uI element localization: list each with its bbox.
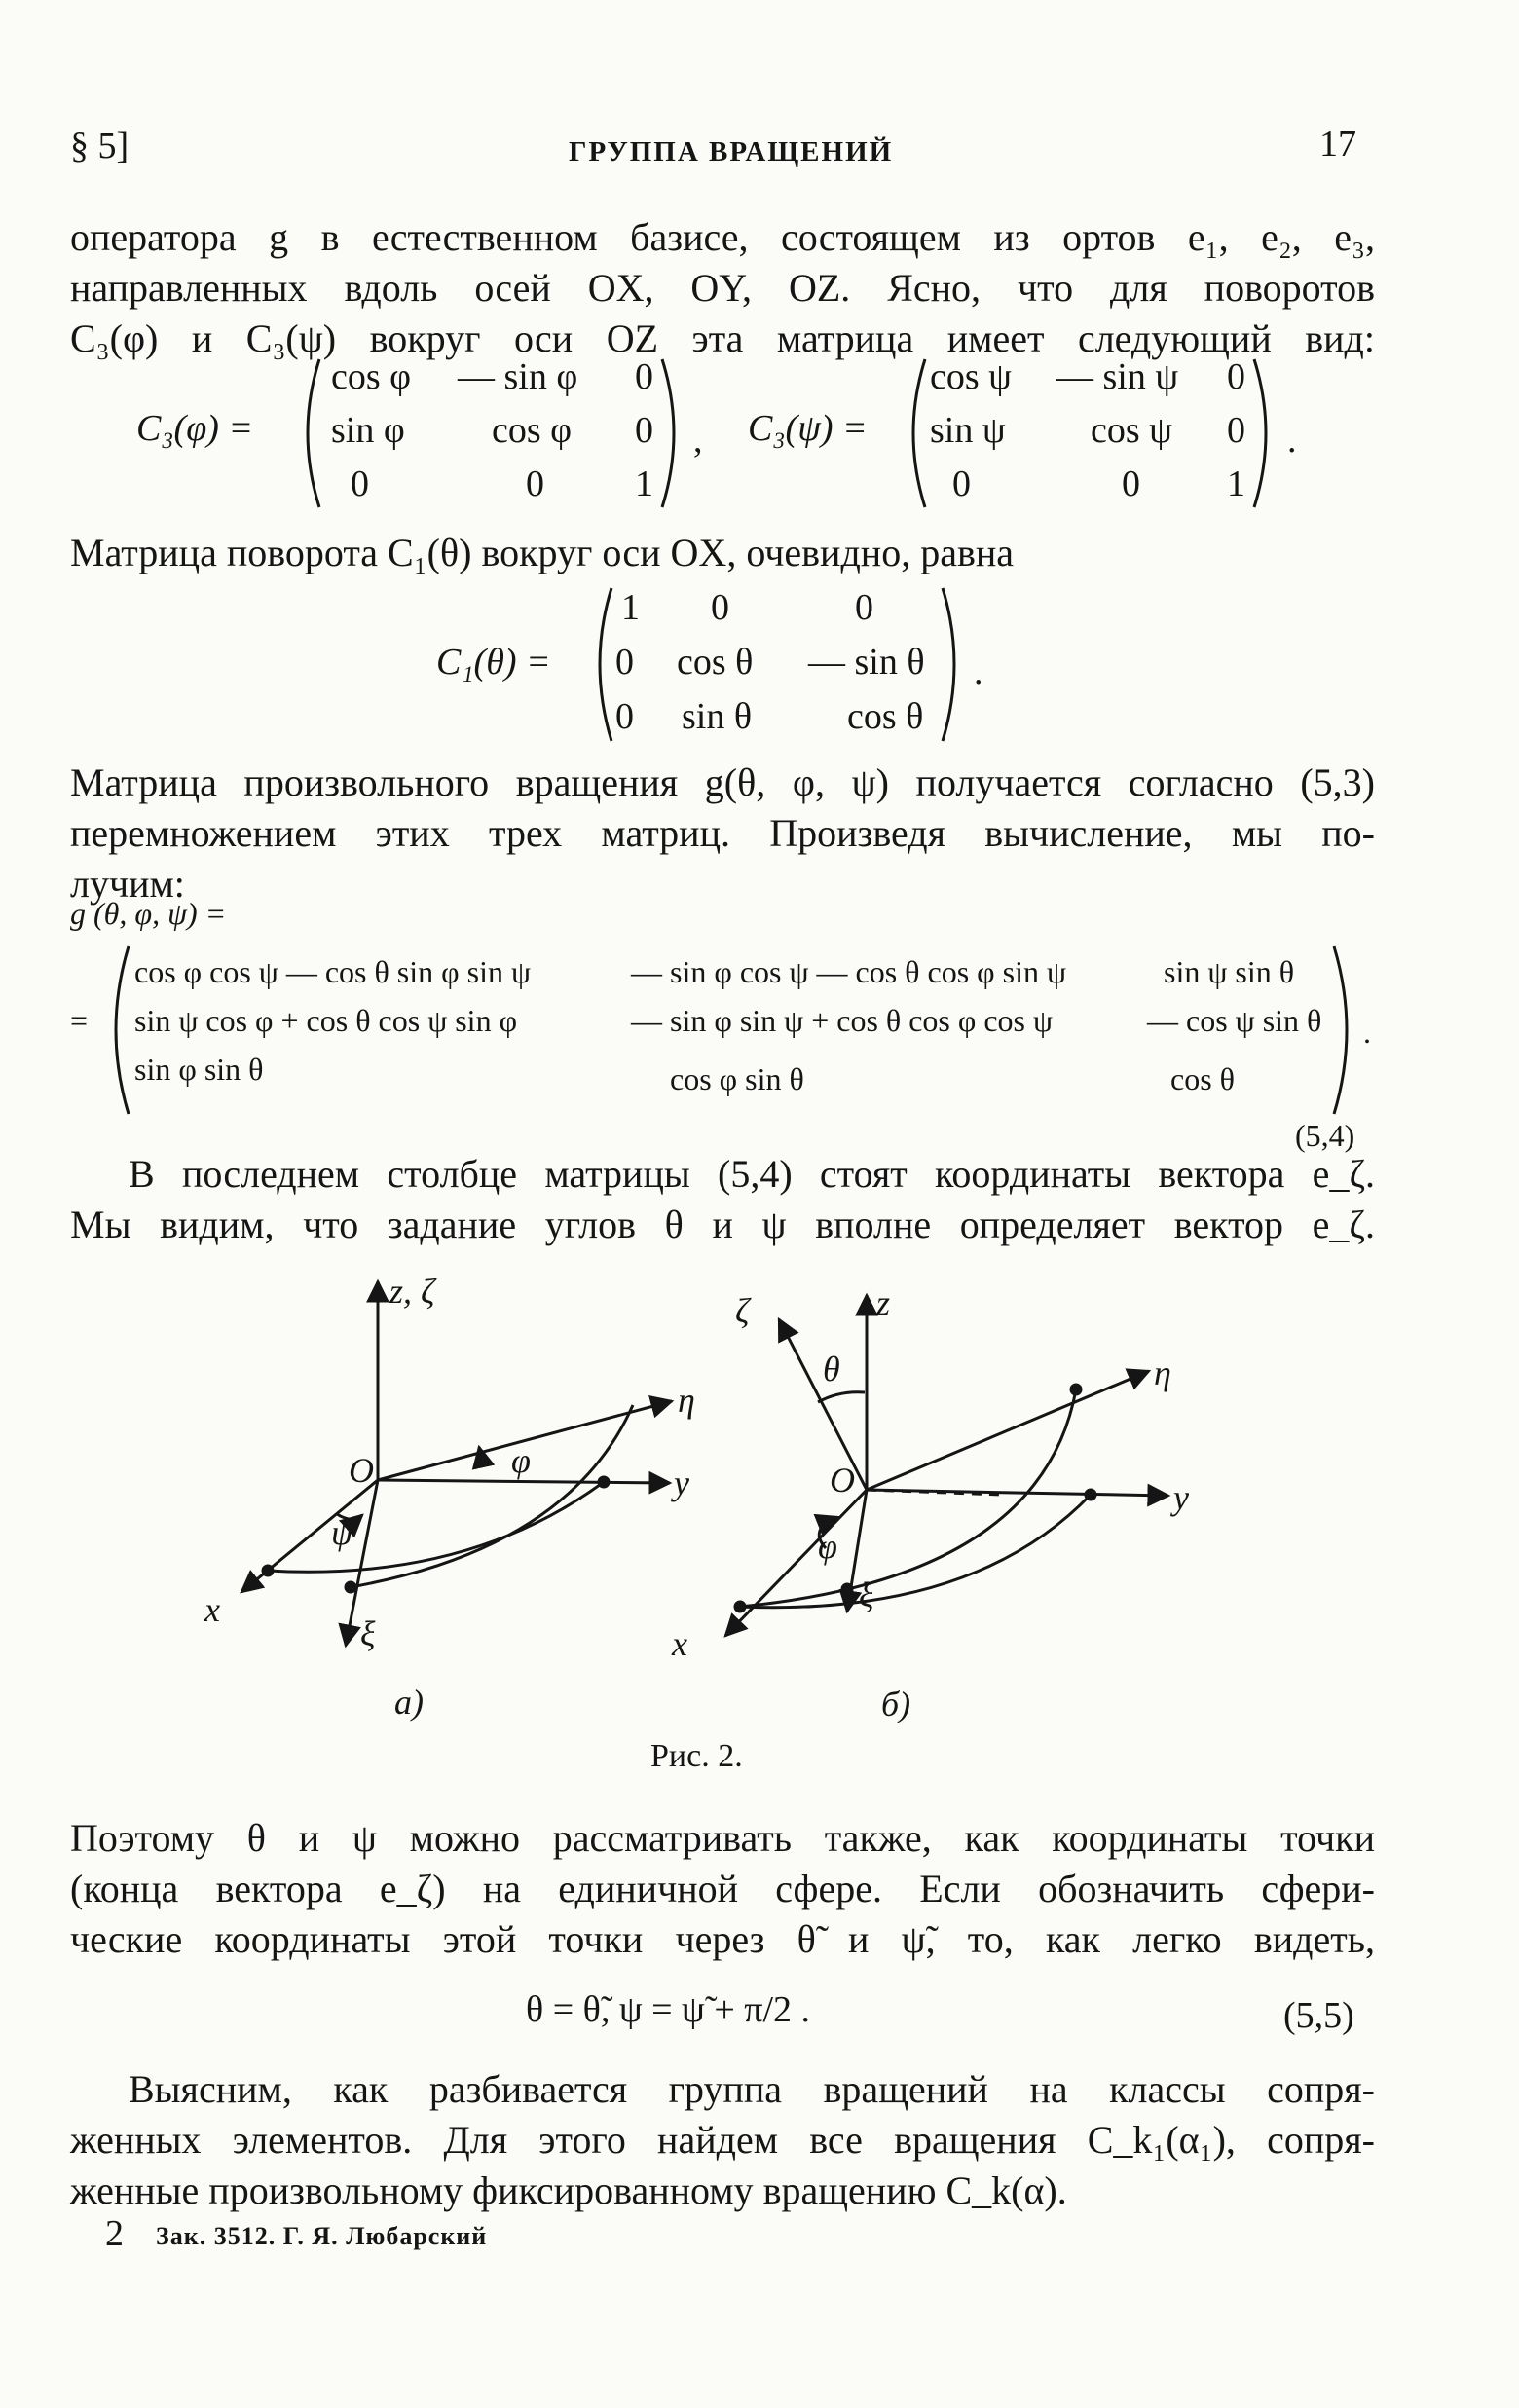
- label-x: x: [204, 1590, 220, 1629]
- label-phi: φ: [511, 1441, 531, 1480]
- matrix-cell: 1: [635, 463, 653, 504]
- axis-x: [241, 1480, 378, 1592]
- equation-label: (5,5): [1283, 1995, 1354, 2036]
- point: [346, 1582, 355, 1592]
- text-line: ческие координаты этой точки через θ̃ и ψ̃, то, как легко видеть,: [70, 1917, 1375, 1961]
- label-o: O: [349, 1451, 374, 1490]
- imprint: Зак. 3512. Г. Я. Любарский: [156, 2222, 488, 2250]
- matrix-cell: sin ψ sin θ: [1164, 954, 1295, 989]
- matrix-cell: — sin φ: [458, 356, 578, 397]
- matrix-cell: cos φ: [331, 356, 412, 397]
- matrix-cell: sin ψ cos φ + cos θ cos ψ sin φ: [134, 1003, 518, 1038]
- matrix-g-equation: [0, 896, 1519, 1159]
- label-y: y: [674, 1463, 689, 1502]
- paragraph-4: [70, 1149, 1375, 1250]
- matrix-cell: — sin φ sin ψ + cos θ cos φ cos ψ: [631, 1003, 1054, 1038]
- matrix-cell: 1: [1227, 463, 1245, 504]
- label-eta: η: [1154, 1353, 1171, 1392]
- matrix-cell: 1: [621, 587, 640, 628]
- caption-a: а): [394, 1683, 424, 1722]
- matrix-cell: 0: [1227, 356, 1245, 397]
- equation-5-5: θ = θ̃, ψ = ψ̃ + π/2 .: [526, 1989, 811, 2030]
- angle-theta-arc: [818, 1392, 865, 1402]
- bracket-right: [654, 355, 693, 511]
- matrix-cell: 0: [615, 642, 634, 683]
- text-line: В последнем столбце матрицы (5,4) стоят координаты вектора e_ζ.: [129, 1152, 1375, 1196]
- matrix-cell: 0: [615, 696, 634, 737]
- text-line: перемножением этих трех матриц. Произведя вычисление, мы по-: [70, 811, 1375, 855]
- figure-2: [0, 1256, 1519, 1801]
- text-line: лучим:: [70, 862, 185, 906]
- label-y: y: [1173, 1478, 1189, 1517]
- bracket-left: [97, 943, 136, 1118]
- matrix-cell: cos φ cos ψ — cos θ sin φ sin ψ: [134, 954, 531, 989]
- matrix-cell: cos ψ: [1091, 410, 1172, 451]
- lhs-c3-phi: C₃(φ) =: [136, 408, 254, 449]
- caption-b: б): [881, 1685, 911, 1723]
- text-line: женных элементов. Для этого найдем все вращения C_k₁(α₁), сопря-: [70, 2118, 1375, 2162]
- paragraph-5: [70, 1813, 1375, 1965]
- section-mark: § 5]: [70, 126, 130, 167]
- axis-x: [725, 1490, 867, 1636]
- label-zeta: ζ: [735, 1291, 750, 1330]
- text-line: C₃(φ) и C₃(ψ) вокруг оси OZ эта матрица имеет следующий вид:: [70, 316, 1375, 360]
- point: [599, 1477, 609, 1487]
- comma: ,: [693, 420, 703, 461]
- lhs-g: g (θ, φ, ψ) =: [70, 896, 227, 931]
- label-z: z: [876, 1283, 891, 1322]
- arc-upper: [351, 1405, 633, 1587]
- paragraph-3: [70, 758, 1375, 909]
- label-psi: ψ: [331, 1513, 353, 1552]
- label-eta: η: [678, 1381, 695, 1420]
- point: [1086, 1490, 1095, 1500]
- matrix-cell: cos φ: [492, 410, 573, 451]
- matrix-cell: cos θ: [1170, 1061, 1235, 1096]
- label-xi: ξ: [360, 1614, 376, 1653]
- matrix-cell: 0: [711, 587, 729, 628]
- text-line: оператора g в естественном базисе, состоящем из ортов e₁, e₂, e₃,: [70, 215, 1375, 259]
- matrix-cell: 0: [635, 356, 653, 397]
- page-number: 17: [1319, 124, 1356, 165]
- matrix-cell: 0: [635, 410, 653, 451]
- text-line: Поэтому θ и ψ можно рассматривать также, как координаты точки: [70, 1816, 1375, 1860]
- matrix-cell: — cos ψ sin θ: [1147, 1003, 1322, 1038]
- bracket-right: [935, 584, 974, 745]
- text-line: Матрица поворота C₁(θ) вокруг оси OX, очевидно, равна: [70, 531, 1015, 574]
- paragraph-1: [70, 212, 1375, 364]
- label-x: x: [672, 1624, 687, 1663]
- lhs-c1: C₁(θ) =: [436, 642, 551, 683]
- lhs-c3-psi: C₃(ψ) =: [748, 408, 868, 449]
- matrix-cell: 0: [1227, 410, 1245, 451]
- text-line: Матрица произвольного вращения g(θ, φ, ψ) получается согласно (5,3): [70, 760, 1375, 804]
- axis-y: [867, 1490, 1168, 1496]
- matrix-c1-equation: [0, 584, 1519, 750]
- matrix-cell: sin θ: [682, 696, 753, 737]
- label-o: O: [830, 1461, 855, 1500]
- paragraph-2: [70, 528, 1375, 578]
- running-title: ГРУППА ВРАЩЕНИЙ: [569, 136, 894, 167]
- label-phi: φ: [818, 1527, 837, 1566]
- point: [1071, 1385, 1081, 1394]
- matrix-cell: cos θ: [847, 696, 924, 737]
- bracket-left: [288, 355, 327, 511]
- text-line: женные произвольному фиксированному вращению C_k(α).: [70, 2168, 1067, 2212]
- label-z: z, ζ: [389, 1272, 435, 1311]
- arc-lower: [268, 1482, 604, 1572]
- text-line: направленных вдоль осей OX, OY, OZ. Ясно, что для поворотов: [70, 266, 1375, 310]
- text-line: Выясним, как разбивается группа вращений на классы сопря-: [129, 2067, 1375, 2111]
- label-theta: θ: [823, 1350, 840, 1389]
- matrix-cell: 0: [351, 463, 369, 504]
- matrix-cell: cos φ sin θ: [670, 1061, 804, 1096]
- period: .: [974, 651, 983, 692]
- text-line: (конца вектора e_ζ) на единичной сфере. Если обозначить сфери-: [70, 1867, 1375, 1910]
- matrix-cell: sin φ sin θ: [134, 1052, 264, 1087]
- point: [842, 1584, 852, 1594]
- figure-panel-b: [725, 1295, 1168, 1636]
- period: .: [1363, 1015, 1371, 1050]
- matrix-cell: — sin φ cos ψ — cos θ cos φ sin ψ: [631, 954, 1066, 989]
- equation-label: (5,4): [1295, 1118, 1355, 1153]
- bracket-right: [1246, 355, 1285, 511]
- matrix-cell: cos ψ: [930, 356, 1012, 397]
- bracket-right: [1326, 943, 1365, 1118]
- matrix-cell: 0: [1122, 463, 1140, 504]
- axis-eta: [867, 1371, 1149, 1490]
- paragraph-6: [70, 2064, 1375, 2216]
- point: [735, 1602, 745, 1612]
- matrix-cell: 0: [526, 463, 544, 504]
- arc-lower: [740, 1495, 1091, 1608]
- label-xi: ξ: [859, 1575, 874, 1614]
- bracket-left: [580, 584, 619, 745]
- matrix-c3-equation: [0, 351, 1519, 516]
- bracket-left: [894, 355, 933, 511]
- matrix-cell: — sin θ: [808, 642, 925, 683]
- figure-caption: Рис. 2.: [650, 1738, 743, 1774]
- equals-sign: =: [70, 1003, 89, 1038]
- matrix-cell: sin ψ: [930, 410, 1006, 451]
- matrix-cell: 0: [855, 587, 873, 628]
- angle-phi-arc: [475, 1447, 480, 1468]
- axis-y: [378, 1480, 670, 1483]
- matrix-cell: cos θ: [677, 642, 754, 683]
- matrix-cell: sin φ: [331, 410, 405, 451]
- point: [263, 1566, 273, 1575]
- text-line: Мы видим, что задание углов θ и ψ вполне определяет вектор e_ζ.: [70, 1203, 1375, 1246]
- figure-panel-a: [241, 1281, 672, 1646]
- period: .: [1287, 420, 1297, 461]
- matrix-cell: — sin ψ: [1056, 356, 1179, 397]
- sheet-number: 2: [105, 2213, 124, 2254]
- matrix-cell: 0: [952, 463, 971, 504]
